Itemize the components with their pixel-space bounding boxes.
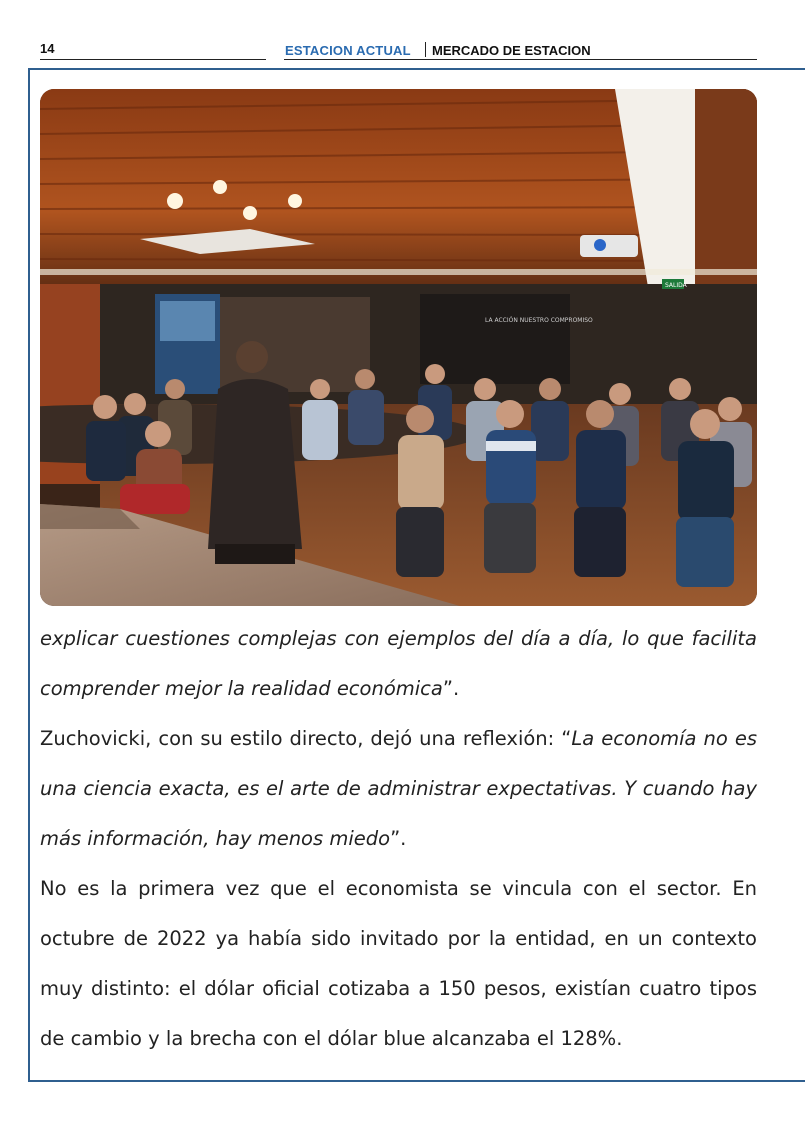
header-rule-left bbox=[40, 59, 266, 60]
event-photo bbox=[40, 89, 757, 606]
article-body bbox=[40, 614, 757, 1064]
frame-bottom-border bbox=[28, 1080, 805, 1082]
paragraph-1-italic: explicar cuestiones complejas con ejemplos del día a día, lo que facilita comprender mejor la realidad económica bbox=[40, 627, 757, 700]
exit-sign-text: SALIDA bbox=[665, 282, 687, 289]
paragraph-2-end: ”. bbox=[390, 827, 407, 850]
paragraph-2-start: Zuchovicki, con su estilo directo, dejó una reflexión: “ bbox=[40, 727, 572, 750]
page-number: 14 bbox=[40, 41, 55, 56]
section-subtitle: MERCADO DE ESTACION bbox=[432, 43, 591, 58]
frame-top-border bbox=[28, 68, 805, 70]
paragraph-2-quote: La economía no es una ciencia exacta, es el arte de administrar expectativas. Y cuando hay más información, hay menos miedo bbox=[40, 727, 758, 850]
frame-left-border bbox=[28, 68, 30, 1082]
paragraph-1-end: ”. bbox=[442, 677, 460, 700]
header-rule-right bbox=[284, 59, 757, 60]
paragraph-1 bbox=[40, 614, 757, 714]
header-divider bbox=[425, 42, 426, 57]
paragraph-2 bbox=[40, 714, 757, 864]
section-title: ESTACION ACTUAL bbox=[285, 43, 411, 58]
banner-text: LA ACCIÓN NUESTRO COMPROMISO bbox=[485, 317, 593, 324]
paragraph-3: No es la primera vez que el economista se vincula con el sector. En octubre de 2022 ya había sido invitado por la entidad, en un contexto muy distinto: el dólar oficial cotizaba a 150 pesos, existían cuatro tipos de cambio y la brecha con el dólar blue alcanzaba el 128%. bbox=[40, 877, 757, 1050]
